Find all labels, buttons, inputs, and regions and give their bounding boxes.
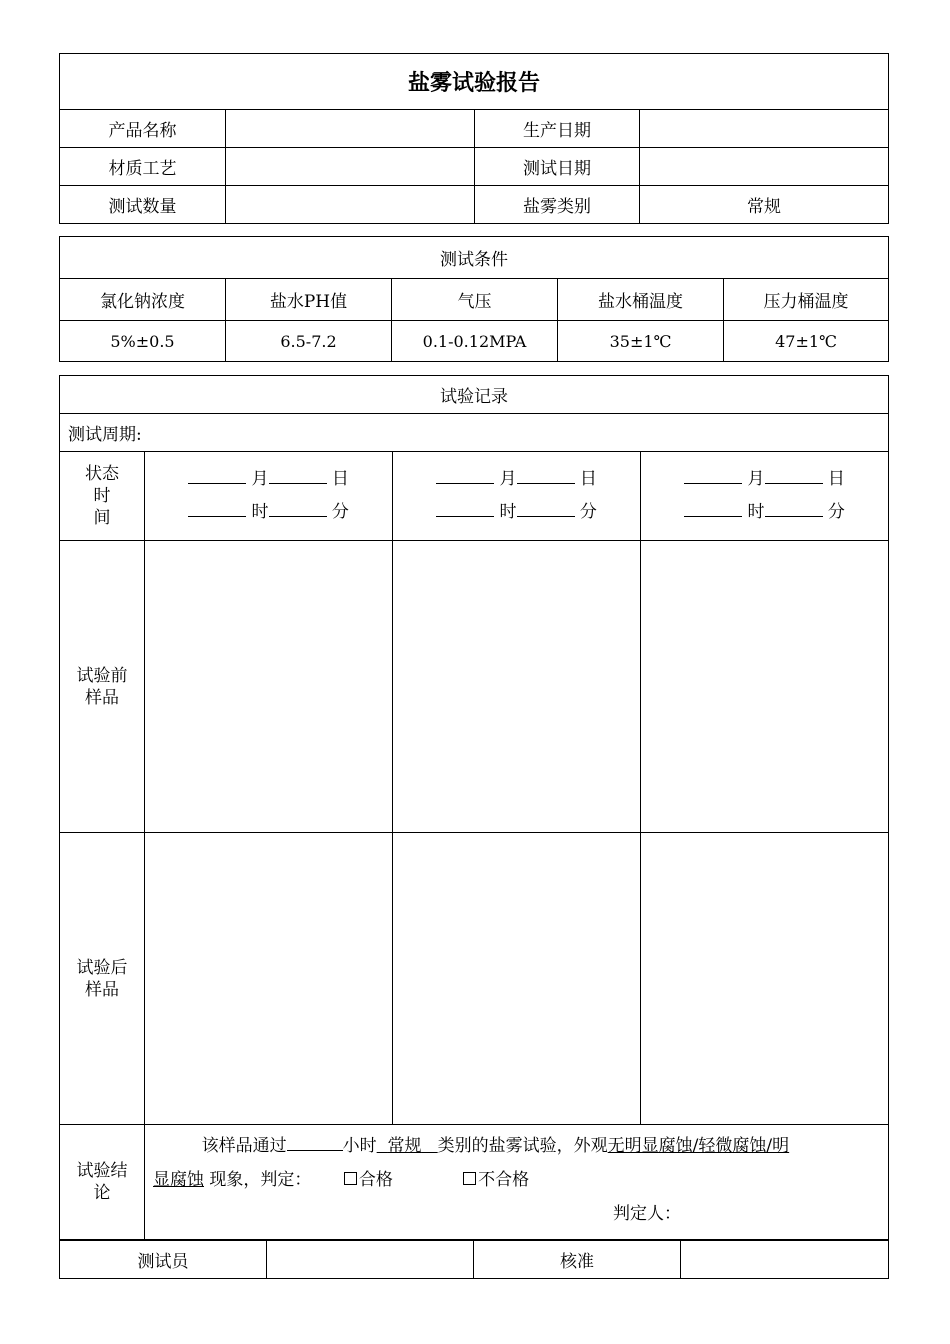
status-label-line: 间 [93, 508, 111, 528]
page-title: 盐雾试验报告 [60, 54, 889, 110]
after-sample-label [60, 833, 145, 1125]
production-date-field[interactable] [640, 110, 889, 148]
pass-checkbox[interactable] [344, 1172, 357, 1185]
conditions-table [59, 236, 889, 362]
condition-value: 0.1-0.12MPA [392, 321, 558, 362]
conclusion-label [60, 1125, 145, 1240]
condition-value: 47±1℃ [724, 321, 889, 362]
corrosion-options[interactable]: 无明显腐蚀/轻微腐蚀/明 [607, 1136, 790, 1156]
conclusion-label-line: 试验结 [76, 1161, 128, 1181]
condition-value: 35±1℃ [558, 321, 724, 362]
status-label-line: 时 [93, 486, 111, 506]
after-sample-cell[interactable] [393, 833, 641, 1125]
hour-blank[interactable] [436, 498, 494, 517]
approve-field[interactable] [681, 1241, 889, 1279]
month-blank[interactable] [188, 465, 246, 484]
minute-blank[interactable] [517, 498, 575, 517]
day-unit: 日 [827, 469, 845, 489]
test-date-label: 测试日期 [475, 148, 640, 186]
day-blank[interactable] [517, 465, 575, 484]
spray-type-field[interactable]: 常规 [640, 186, 889, 224]
minute-unit: 分 [331, 502, 349, 522]
fail-checkbox[interactable] [463, 1172, 476, 1185]
before-sample-cell[interactable] [393, 541, 641, 833]
time-cell-1[interactable] [145, 452, 393, 541]
condition-header: 氯化钠浓度 [60, 279, 226, 321]
conclusion-type: 常规 [387, 1136, 422, 1156]
month-unit: 月 [747, 469, 765, 489]
minute-unit: 分 [579, 502, 597, 522]
minute-unit: 分 [827, 502, 845, 522]
approve-label: 核准 [474, 1241, 681, 1279]
conclusion-text: 类别的盐雾试验，外观 [437, 1136, 608, 1156]
pass-label: 合格 [358, 1170, 393, 1190]
after-label-line: 样品 [85, 979, 119, 1000]
record-title: 试验记录 [60, 376, 889, 414]
condition-header: 气压 [392, 279, 558, 321]
conditions-title: 测试条件 [60, 237, 889, 279]
status-label-line: 状态 [85, 464, 119, 484]
month-unit: 月 [499, 469, 517, 489]
tester-field[interactable] [267, 1241, 474, 1279]
test-date-field[interactable] [640, 148, 889, 186]
hour-unit: 时 [499, 502, 517, 522]
test-cycle-label: 测试周期: [60, 414, 889, 452]
after-sample-cell[interactable] [641, 833, 889, 1125]
condition-header: 盐水PH值 [226, 279, 392, 321]
corrosion-options[interactable]: 显腐蚀 [153, 1170, 204, 1190]
condition-header: 盐水桶温度 [558, 279, 724, 321]
after-sample-cell[interactable] [145, 833, 393, 1125]
month-blank[interactable] [684, 465, 742, 484]
condition-value: 5%±0.5 [60, 321, 226, 362]
before-label-line: 样品 [85, 687, 119, 708]
spray-type-label: 盐雾类别 [475, 186, 640, 224]
minute-blank[interactable] [269, 498, 327, 517]
production-date-label: 生产日期 [475, 110, 640, 148]
day-blank[interactable] [269, 465, 327, 484]
quantity-field[interactable] [226, 186, 475, 224]
day-blank[interactable] [765, 465, 823, 484]
conclusion-text: 小时 [342, 1136, 377, 1156]
hour-unit: 时 [747, 502, 765, 522]
material-field[interactable] [226, 148, 475, 186]
fail-label: 不合格 [478, 1170, 530, 1190]
product-name-label: 产品名称 [60, 110, 226, 148]
month-unit: 月 [251, 469, 269, 489]
before-label-line: 试验前 [76, 665, 128, 686]
condition-value: 6.5-7.2 [226, 321, 392, 362]
quantity-label: 测试数量 [60, 186, 226, 224]
product-name-field[interactable] [226, 110, 475, 148]
material-label: 材质工艺 [60, 148, 226, 186]
hour-blank[interactable] [684, 498, 742, 517]
after-label-line: 试验后 [76, 957, 128, 978]
tester-label: 测试员 [60, 1241, 267, 1279]
footer-table [59, 1240, 889, 1279]
time-cell-3[interactable] [641, 452, 889, 541]
conclusion-cell [145, 1125, 889, 1240]
month-blank[interactable] [436, 465, 494, 484]
hour-unit: 时 [251, 502, 269, 522]
conclusion-label-line: 论 [93, 1183, 111, 1203]
conclusion-text: 现象，判定： [209, 1170, 312, 1190]
record-table [59, 375, 889, 1240]
minute-blank[interactable] [765, 498, 823, 517]
day-unit: 日 [331, 469, 349, 489]
before-sample-cell[interactable] [145, 541, 393, 833]
hour-blank[interactable] [188, 498, 246, 517]
conclusion-text: 该样品通过 [201, 1136, 287, 1156]
before-sample-cell[interactable] [641, 541, 889, 833]
time-cell-2[interactable] [393, 452, 641, 541]
hours-blank[interactable] [287, 1132, 343, 1151]
day-unit: 日 [579, 469, 597, 489]
judge-label: 判定人： [613, 1204, 681, 1224]
status-time-label [60, 452, 145, 541]
before-sample-label [60, 541, 145, 833]
report-header-table [59, 53, 889, 224]
condition-header: 压力桶温度 [724, 279, 889, 321]
